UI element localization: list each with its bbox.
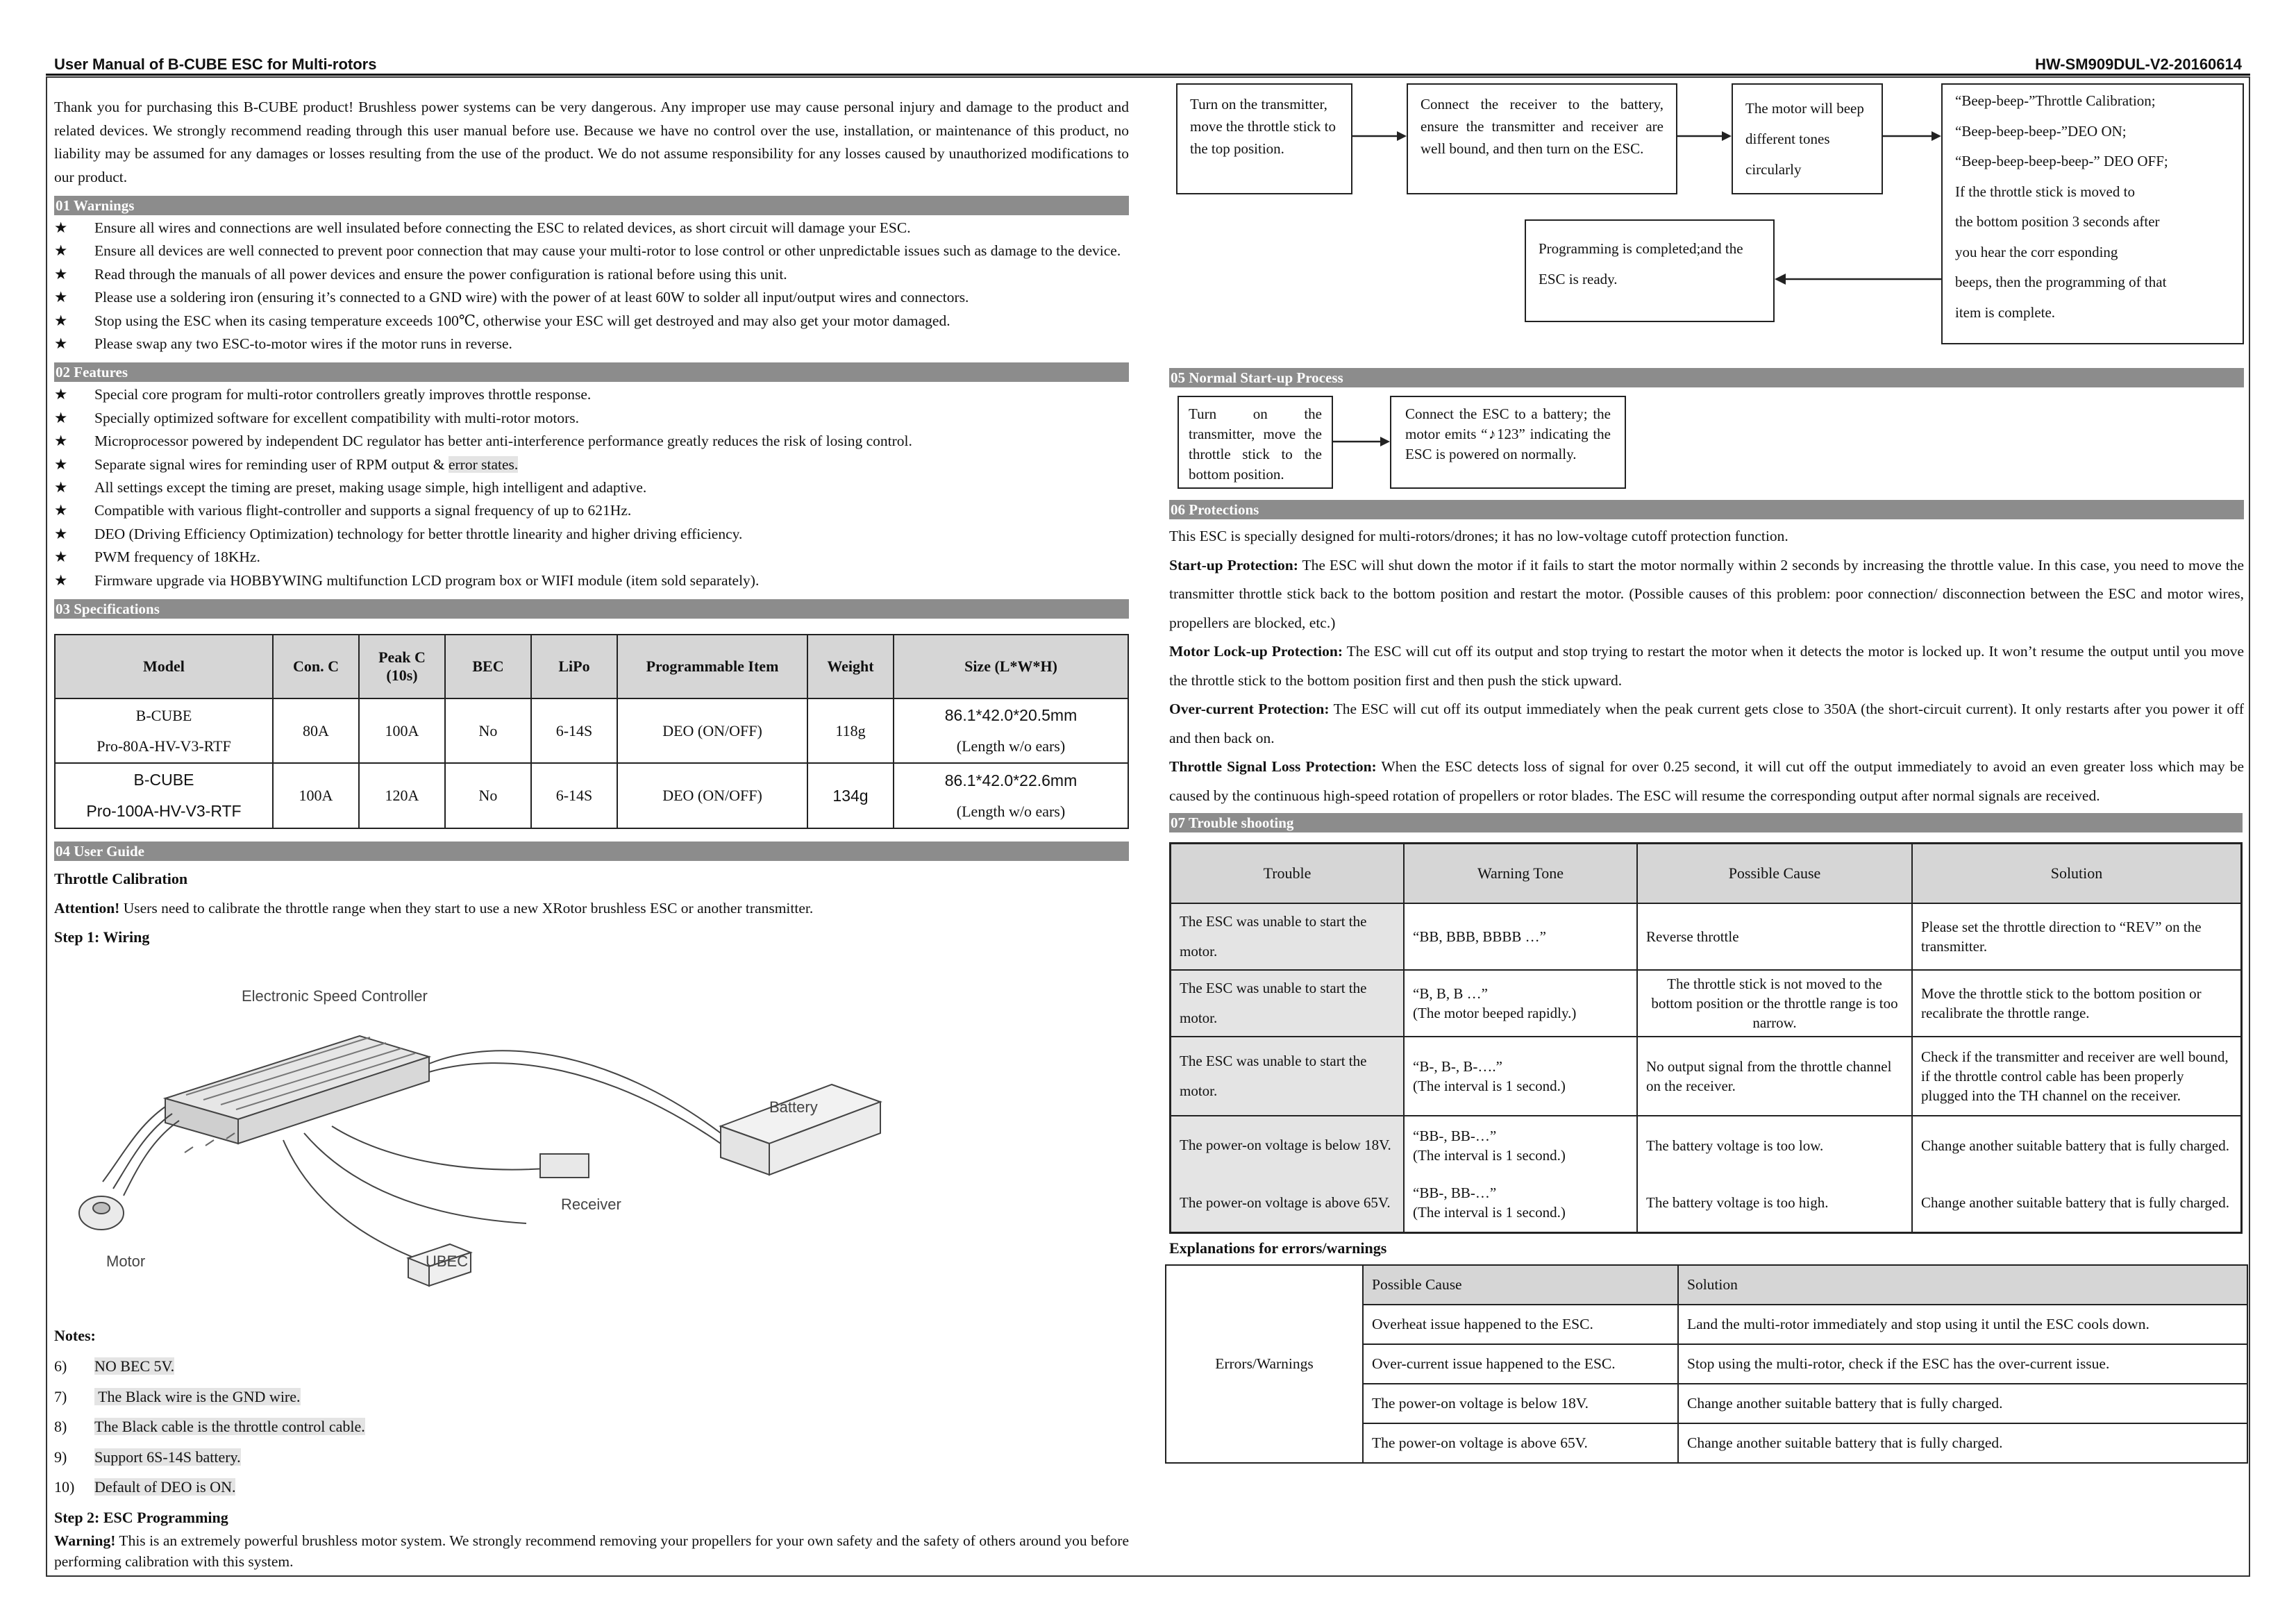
star-icon: ★ (54, 479, 68, 496)
cell-size: 86.1*42.0*20.5mm (Length w/o ears) (894, 698, 1128, 763)
note-item: 7) The Black wire is the GND wire. (54, 1387, 301, 1405)
wiring-diagram-illustration (54, 953, 1129, 1314)
cell-prog: DEO (ON/OFF) (617, 763, 807, 828)
label-esc: Electronic Speed Controller (242, 987, 428, 1005)
user-guide-heading: 04 User Guide (54, 842, 1129, 861)
table-row: The ESC was unable to start the motor. “B, B, B …” (The motor beeped rapidly.) The throttle stick is not moved to the bottom position or the throttle range is too narrow. Move the throttle stick to the bottom position or recalibrate the throttle range. (1171, 970, 2242, 1037)
startup-flow (1169, 387, 2244, 499)
trouble-heading: 07 Trouble shooting (1169, 813, 2243, 832)
star-icon: ★ (54, 289, 68, 306)
list-item: ★ Read through the manuals of all power devices and ensure the power configuration is rational before using this unit. (54, 263, 1129, 286)
star-icon: ★ (54, 502, 68, 519)
table-header: LiPo (531, 635, 617, 698)
flow-box-5: Programming is completed;and the ESC is ready. (1525, 219, 1775, 322)
star-icon: ★ (54, 455, 68, 473)
cell-weight: 118g (807, 698, 894, 763)
troubleshooting-table (1169, 842, 2243, 1234)
label-battery: Battery (769, 1098, 818, 1116)
explanations-table (1165, 1264, 2248, 1464)
cell-model: B-CUBE Pro-80A-HV-V3-RTF (55, 698, 273, 763)
table-header: Programmable Item (617, 635, 807, 698)
table-row (55, 763, 1128, 828)
table-header: Possible Cause (1363, 1265, 1678, 1305)
star-icon: ★ (54, 549, 68, 566)
table-row: The power-on voltage is below 18V. “BB-, BB-…” (The interval is 1 second.) The battery voltage is too low. Change another suitable battery that is fully charged. (1171, 1116, 2242, 1174)
star-icon: ★ (54, 242, 68, 260)
flow-box-2: Connect the receiver to the battery, ensure the transmitter and receiver are well bound, and then turn on the ESC. (1407, 83, 1677, 194)
table-header: Con. C (273, 635, 359, 698)
protections-intro: This ESC is specially designed for multi-rotors/drones; it has no low-voltage cutoff protection function. (1169, 528, 1788, 544)
list-item: ★ Firmware upgrade via HOBBYWING multifunction LCD program box or WIFI module (item sold separately). (54, 569, 1129, 592)
list-item: ★ Specially optimized software for excellent compatibility with multi-rotor motors. (54, 407, 1129, 430)
arrow-right-icon (1883, 129, 1941, 143)
notes-title: Notes: (54, 1327, 96, 1345)
label-receiver: Receiver (561, 1196, 621, 1214)
table-row: The ESC was unable to start the motor. “B-, B-, B-….” (The interval is 1 second.) No output signal from the throttle channel on the receiver. Check if the transmitter and receiver are well bound, if the throttle control cable has been properly plugged into the TH channel on the receiver. (1171, 1037, 2242, 1116)
protection-item: Motor Lock-up Protection: The ESC will cut off its output and stop trying to restart the motor when it detects the motor is locked up. It won’t resume the output until you move the throttle stick to the bottom position first and then push the stick upward. (1169, 643, 2244, 689)
table-header: Possible Cause (1637, 844, 1912, 904)
cell-model: B-CUBE Pro-100A-HV-V3-RTF (55, 763, 273, 828)
explanations-title: Explanations for errors/warnings (1169, 1239, 1387, 1257)
header-rule (46, 74, 2250, 76)
star-icon: ★ (54, 335, 68, 353)
specifications-table (54, 634, 1129, 829)
protection-item: Start-up Protection: The ESC will shut down the motor if it fails to start the motor normally within 2 seconds by increasing the throttle value. In this case, you need to move the transmitter throttle stick back to the bottom position and restart the motor. (Possible causes of this problem: poor connection/ disconnection between the ESC and motor wires, propellers are blocked, etc.) (1169, 556, 2244, 631)
table-row (55, 698, 1128, 763)
cell-con: 80A (273, 698, 359, 763)
table-header: Size (L*W*H) (894, 635, 1128, 698)
table-row: The power-on voltage is above 65V. “BB-, BB-…” (The interval is 1 second.) The battery voltage is too high. Change another suitable battery that is fully charged. (1171, 1174, 2242, 1232)
star-icon: ★ (54, 219, 68, 236)
star-icon: ★ (54, 525, 68, 542)
table-header: Model (55, 635, 273, 698)
star-icon: ★ (54, 312, 68, 329)
table-header: BEC (445, 635, 531, 698)
table-row: Overheat issue happened to the ESC. Land the multi-rotor immediately and stop using it until the ESC cools down. (1166, 1305, 2247, 1344)
list-item: ★ Stop using the ESC when its casing temperature exceeds 100℃, otherwise your ESC will get destroyed and may also get your motor damaged. (54, 310, 1129, 333)
table-row: Over-current issue happened to the ESC. Stop using the multi-rotor, check if the ESC has the over-current issue. (1166, 1344, 2247, 1384)
features-heading: 02 Features (54, 362, 1129, 382)
table-header: Peak C (10s) (359, 635, 445, 698)
cell-weight: 134g (807, 763, 894, 828)
protections-heading: 06 Protections (1169, 500, 2244, 519)
list-item: ★ DEO (Driving Efficiency Optimization) technology for better throttle linearity and higher driving efficiency. (54, 523, 1129, 546)
startup-heading: 05 Normal Start-up Process (1169, 368, 2244, 387)
note-item: 8) The Black cable is the throttle control cable. (54, 1418, 365, 1436)
cell-lipo: 6-14S (531, 763, 617, 828)
cell-bec: No (445, 763, 531, 828)
table-row (1166, 1265, 2247, 1305)
list-item: ★ Microprocessor powered by independent DC regulator has better anti-interference performance greatly reduces the risk of losing control. (54, 430, 1129, 453)
wiring-diagram (54, 953, 1129, 1314)
document-title: User Manual of B-CUBE ESC for Multi-rotors (54, 56, 377, 73)
list-item: ★ Ensure all wires and connections are well insulated before connecting the ESC to related devices, as short circuit will damage your ESC. (54, 217, 1129, 240)
table-row: The power-on voltage is above 65V. Change another suitable battery that is fully charged. (1166, 1423, 2247, 1463)
list-item: ★ Ensure all devices are well connected to prevent poor connection that may cause your multi-rotor to lose control or other unpredictable issues such as damage to the device. (54, 240, 1129, 262)
flow-box-3: The motor will beep different tones circularly (1732, 83, 1883, 194)
cell-prog: DEO (ON/OFF) (617, 698, 807, 763)
table-header: Solution (1912, 844, 2242, 904)
flow-box-1: Turn on the transmitter, move the throttle stick to the top position. (1176, 83, 1352, 194)
warnings-heading: 01 Warnings (54, 196, 1129, 215)
cell-bec: No (445, 698, 531, 763)
label-ubec: UBEC (426, 1253, 469, 1271)
errors-warnings-label: Errors/Warnings (1166, 1265, 1363, 1463)
cell-con: 100A (273, 763, 359, 828)
list-item: ★ PWM frequency of 18KHz. (54, 546, 1129, 569)
cell-lipo: 6-14S (531, 698, 617, 763)
table-header: Solution (1678, 1265, 2247, 1305)
star-icon: ★ (54, 386, 68, 403)
cell-peak: 120A (359, 763, 445, 828)
left-column (54, 96, 1129, 1572)
startup-box-1: Turn on the transmitter, move the throttle stick to the bottom position. (1178, 396, 1333, 489)
arrow-right-icon (1333, 435, 1390, 449)
star-icon: ★ (54, 409, 68, 426)
warnings-list (54, 217, 1129, 355)
table-header: Weight (807, 635, 894, 698)
step2-title: Step 2: ESC Programming (54, 1508, 228, 1526)
table-header: Trouble (1171, 844, 1405, 904)
step1-title: Step 1: Wiring (54, 928, 150, 946)
table-row: The power-on voltage is below 18V. Change another suitable battery that is fully charged. (1166, 1384, 2247, 1423)
table-header: Warning Tone (1404, 844, 1637, 904)
protection-item: Throttle Signal Loss Protection: When the ESC detects loss of signal for over 0.25 second, it will cut off the output immediately to avoid an even greater loss which may be caused by the continuous high-speed rotation of propellers or rotor blades. The ESC will resume the corresponding output after normal signals are received. (1169, 758, 2244, 804)
list-item: ★ All settings except the timing are preset, making usage simple, high intelligent and adaptive. (54, 476, 1129, 499)
throttle-calibration-title: Throttle Calibration (54, 870, 188, 888)
list-item: ★ Special core program for multi-rotor controllers greatly improves throttle response. (54, 383, 1129, 406)
intro-paragraph: Thank you for purchasing this B-CUBE product! Brushless power systems can be very dangerous. Any improper use may cause personal injury and damage to the product and related devices. We strongly recommend reading through this user manual before use. Because we have no control over the use, installation, or maintenance of this product, no liability may be assumed for any damages or losses resulting from the use of the product. We do not assume responsibility for any losses caused by unauthorized modifications to our product. (54, 99, 1129, 185)
label-motor: Motor (106, 1253, 146, 1271)
attention-text: Attention! Users need to calibrate the throttle range when they start to use a new XRotor brushless ESC or another transmitter. (54, 900, 814, 917)
star-icon: ★ (54, 571, 68, 589)
note-item: 9) Support 6S-14S battery. (54, 1448, 241, 1466)
star-icon: ★ (54, 433, 68, 450)
table-row: The ESC was unable to start the motor. “BB, BBB, BBBB …” Reverse throttle Please set the throttle direction to “REV” on the transmitter. (1171, 903, 2242, 970)
flow-box-4: “Beep-beep-”Throttle Calibration; “Beep-beep-beep-”DEO ON; “Beep-beep-beep-beep-” DEO OFF; If the throttle stick is moved to the bottom position 3 seconds after you hear the corr esponding beeps, then the programming of that item is complete. (1941, 83, 2244, 344)
startup-box-2: Connect the ESC to a battery; the motor emits “♪123” indicating the ESC is powered on normally. (1390, 396, 1626, 489)
arrow-right-icon (1352, 129, 1407, 143)
arrow-left-icon (1775, 272, 1941, 286)
right-column (1169, 92, 2244, 1568)
list-item: ★ Please swap any two ESC-to-motor wires if the motor runs in reverse. (54, 333, 1129, 355)
list-item: ★ Please use a soldering iron (ensuring it’s connected to a GND wire) with the power of at least 60W to solder all input/output wires and connectors. (54, 286, 1129, 309)
protection-item: Over-current Protection: The ESC will cut off its output immediately when the peak current gets close to 350A (the short-circuit current). It only restarts after you power it off and then back on. (1169, 701, 2244, 746)
list-item: ★ Separate signal wires for reminding user of RPM output & error states. (54, 453, 1129, 476)
list-item: ★ Compatible with various flight-controller and supports a signal frequency of up to 621Hz. (54, 499, 1129, 522)
warning-paragraph: Warning! This is an extremely powerful brushless motor system. We strongly recommend removing your propellers for your own safety and the safety of others around you before performing calibration with this system. (54, 1532, 1129, 1570)
arrow-right-icon (1677, 129, 1732, 143)
star-icon: ★ (54, 265, 68, 283)
features-list (54, 383, 1129, 592)
document-code: HW-SM909DUL-V2-20160614 (2035, 56, 2242, 73)
cell-peak: 100A (359, 698, 445, 763)
note-item: 6) NO BEC 5V. (54, 1357, 175, 1375)
note-item: 10) Default of DEO is ON. (54, 1478, 236, 1496)
programming-flow (1169, 92, 2244, 358)
specifications-heading: 03 Specifications (54, 599, 1129, 619)
cell-size: 86.1*42.0*22.6mm (Length w/o ears) (894, 763, 1128, 828)
protections-body (1169, 522, 2244, 810)
